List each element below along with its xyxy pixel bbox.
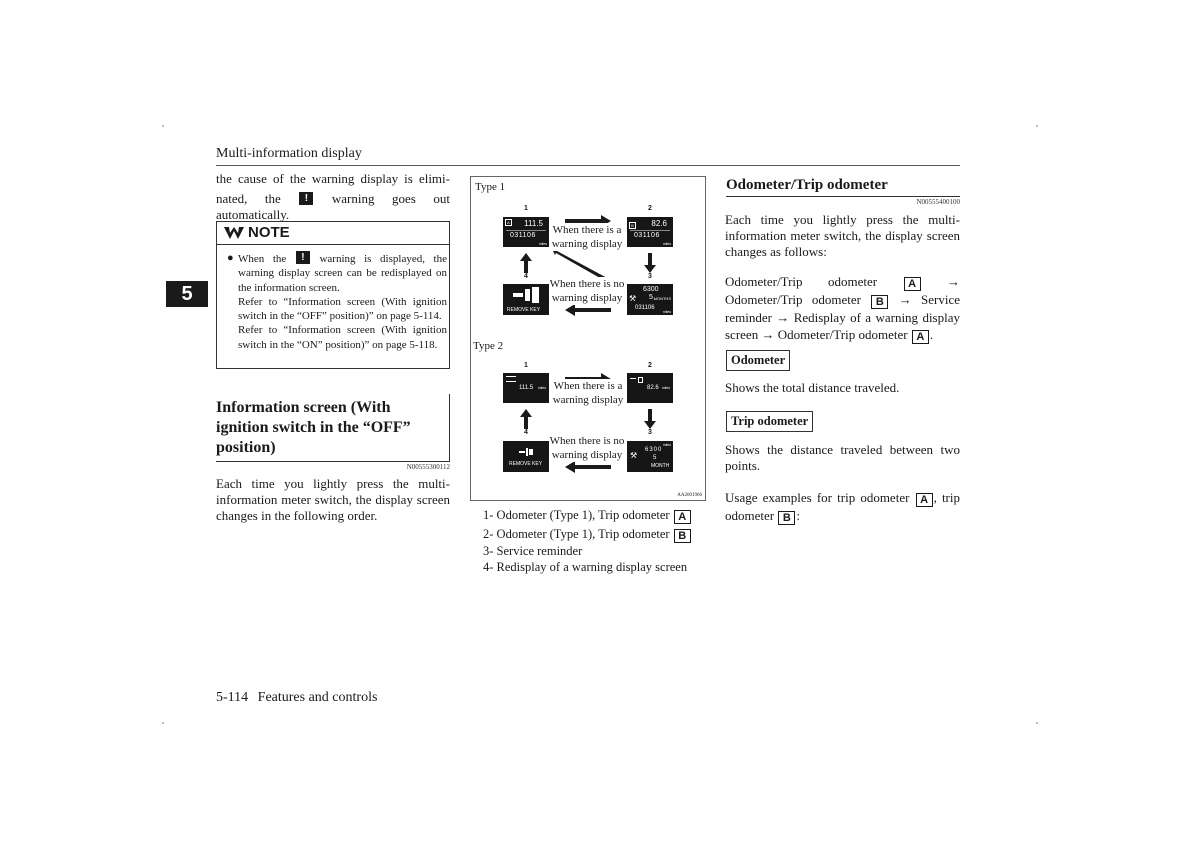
trip-odometer-label: Trip odometer [726, 411, 813, 432]
usage-examples: Usage examples for trip odometer A , trip odometer B : [725, 490, 960, 524]
arrow-left-icon [565, 461, 611, 473]
caption-no-warning-1: When there is no warning display [549, 278, 625, 304]
key-a-icon: A [674, 510, 691, 524]
key-b-icon: B [674, 529, 691, 543]
wrench-icon: ⚒ [629, 294, 637, 303]
note-title: NOTE [248, 224, 290, 241]
bullet-dot: ● [227, 252, 234, 264]
footer-section: Features and controls [257, 690, 378, 705]
type1-screen-remove-key: REMOVE KEY [503, 284, 549, 315]
crop-mark [1036, 722, 1038, 724]
fig-num-4-type2: 4 [524, 429, 528, 436]
key-icon [513, 287, 539, 303]
fig-num-3: 3 [648, 273, 652, 280]
figure-legend [483, 507, 713, 575]
trip-a-badge: A [505, 219, 512, 226]
key-a-icon: A [916, 493, 933, 507]
key-icon [519, 448, 533, 456]
intro-text: the cause of the warning display is elimi- nated, the ! warning goes out automatically. [216, 171, 450, 223]
note-ref-off: Refer to “Information screen (With ignition switch in the “OFF” position)” on page 5-114. [238, 295, 447, 323]
crop-mark [162, 722, 164, 724]
note-icon [223, 225, 245, 241]
arrow-left-icon [565, 304, 611, 316]
type2-screen-remove-key: REMOVE KEY [503, 441, 549, 472]
running-header: Multi-information display [216, 146, 362, 161]
crop-mark [162, 125, 164, 127]
type1-screen-odometer-trip-b: B 82.6 031106 miles [627, 217, 673, 247]
section-code: N00555300112 [406, 463, 450, 471]
note-bullet: ● When the ! warning is displayed, the warning display screen can be redisplayed on the information screen. Refer to “Information screen (With ignition switch in the “OFF” position)” on page 5-114. Refer to “Information screen (With ignition switch in the “ON” position)” on page 5-118. [227, 251, 447, 352]
wrench-icon: ⚒ [630, 451, 638, 460]
trip-b-badge: B [629, 222, 636, 229]
arrow-up-icon [520, 409, 532, 429]
odometer-section-heading: Odometer/Trip odometer [726, 177, 888, 193]
type1-screen-service-reminder: ⚒ 6300 5 MONTHS 031106 miles [629, 286, 671, 314]
warning-icon [296, 251, 310, 264]
trip-odometer-description: Shows the distance traveled between two points. [725, 442, 960, 473]
note-header [217, 222, 449, 245]
odometer-sequence: Odometer/Trip odometer A → Odometer/Trip odometer B → Service reminder → Redisplay of a warning display screen → Odometer/Trip odometer A . [725, 274, 961, 343]
legend-item-3: 3- Service reminder [483, 544, 583, 558]
key-b-icon: B [778, 511, 795, 525]
fig-num-4: 4 [524, 273, 528, 280]
fig-num-1-type2: 1 [524, 362, 528, 369]
type2-label: Type 2 [473, 340, 504, 352]
figure-code: AA2001966 [677, 493, 702, 498]
arrow-down-icon [644, 409, 656, 429]
caption-warning-1: When there is a warning display [549, 223, 625, 251]
section-body: Each time you lightly press the multi-information meter switch, the display screen changes in the following order. [216, 476, 450, 523]
display-cycle-figure [470, 176, 706, 501]
odometer-section-rule [726, 196, 960, 197]
warning-icon [299, 192, 313, 205]
note-ref-on: Refer to “Information screen (With ignition switch in the “ON” position)” on page 5-118. [238, 324, 447, 351]
odometer-intro: Each time you lightly press the multi-information meter switch, the display screen changes as follows: [725, 212, 960, 259]
key-a-icon: A [912, 330, 929, 344]
note-box [216, 221, 450, 369]
key-b-icon: B [871, 295, 888, 309]
type2-screen-odometer-trip-b: 82.6 miles [627, 373, 673, 403]
fig-num-2-type2: 2 [648, 362, 652, 369]
legend-item-2: 2- Odometer (Type 1), Trip odometer B [483, 526, 713, 543]
legend-item-4: 4- Redisplay of a warning display screen [483, 560, 688, 574]
fig-num-1: 1 [524, 205, 528, 212]
key-a-icon: A [904, 277, 921, 291]
odometer-section-code: N00555400100 [916, 198, 960, 206]
caption-warning-2: When there is a warning display [552, 380, 624, 406]
section-heading-right-rule [449, 394, 450, 461]
section-heading-off: Information screen (With ignition switch in the “OFF” position) [216, 399, 411, 456]
caption-no-warning-2: When there is no warning display [549, 435, 625, 461]
type1-label: Type 1 [475, 181, 506, 193]
arrow-down-icon [644, 253, 656, 273]
fig-num-3-type2: 3 [648, 429, 652, 436]
chapter-tab: 5 [166, 281, 208, 307]
odometer-label: Odometer [726, 350, 790, 371]
type2-screen-odometer-trip-a: 111.5 miles [503, 373, 549, 403]
page-number: 5-114 [216, 690, 249, 705]
page-footer [216, 690, 377, 706]
type2-screen-service-reminder: ⚒ miles 6300 5 MONTH [627, 441, 673, 472]
odometer-description: Shows the total distance traveled. [725, 380, 900, 395]
header-rule [216, 165, 960, 166]
fig-num-2: 2 [648, 205, 652, 212]
section-rule [216, 461, 450, 462]
arrow-up-icon [520, 253, 532, 273]
type1-screen-odometer-trip-a: A 111.5 031106 miles [503, 217, 549, 247]
crop-mark [1036, 125, 1038, 127]
legend-item-1: 1- Odometer (Type 1), Trip odometer A [483, 507, 713, 524]
